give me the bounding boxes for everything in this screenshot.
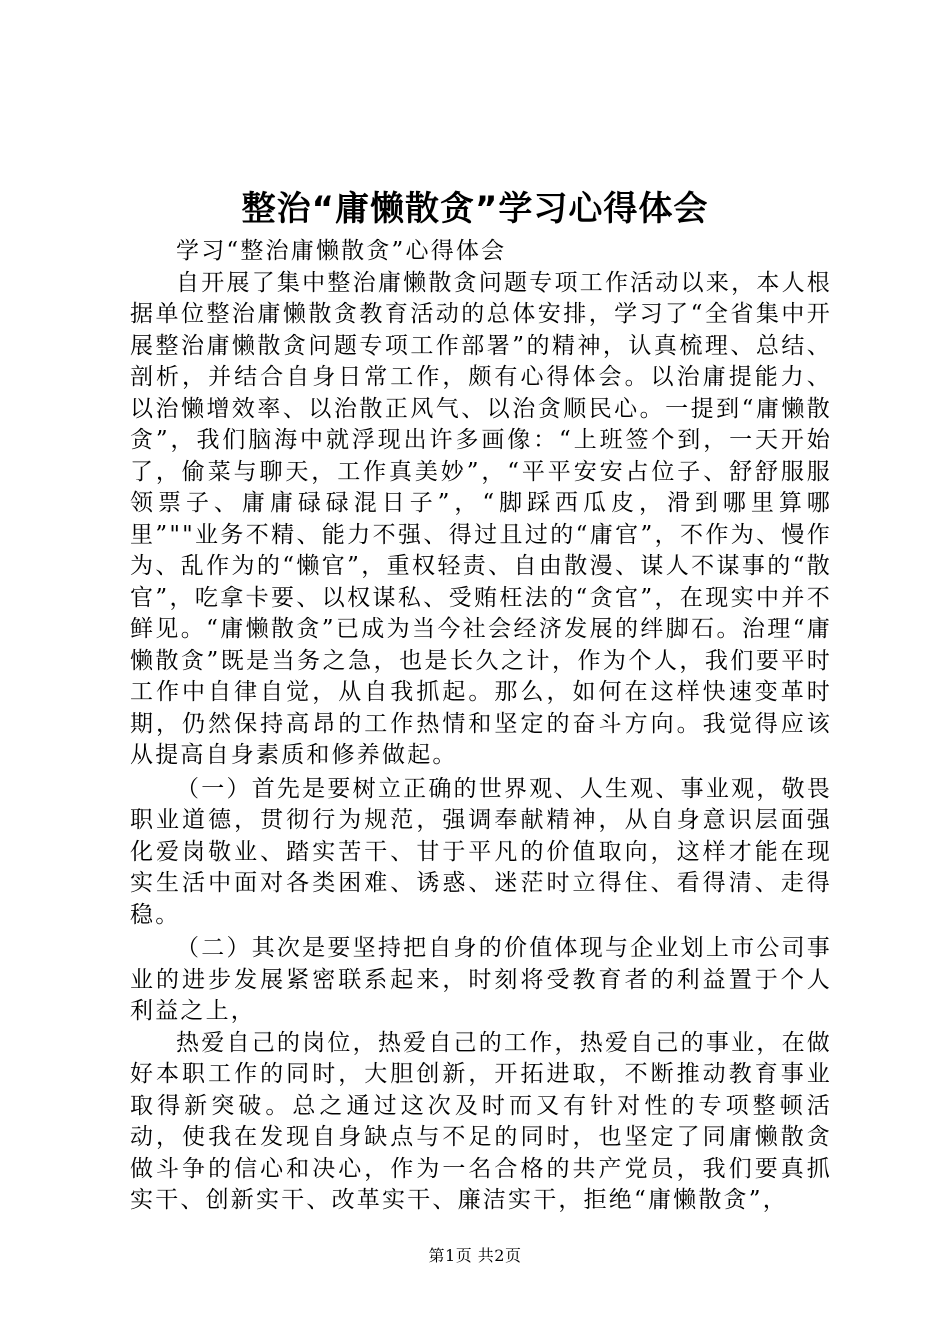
document-title: 整治“庸懒散贪”学习心得体会 (241, 189, 709, 229)
page-number-footer: 第1页 共2页 (428, 1246, 522, 1265)
document-subtitle: 学习“整治庸懒散贪”心得体会 (176, 238, 507, 264)
paragraph-conclusion: 热爱自己的岗位，热爱自己的工作，热爱自己的事业，在做好本职工作的同时，大胆创新，开拓进取，不断推动教育事业取得新突破。总之通过这次及时而又有针对性的专项整顿活动，使我在发现自身缺点与不足的同时，也坚定了同庸懒散贪做斗争的信心和决心，作为一名合格的共产党员，我们要真抓实干、创新实干、改革实干、廉洁实干，拒绝“庸懒散贪”， (130, 1029, 832, 1213)
paragraph-intro: 自开展了集中整治庸懒散贪问题专项工作活动以来，本人根据单位整治庸懒散贪教育活动的总体安排，学习了“全省集中开展整治庸懒散贪问题专项工作部署”的精神，认真梳理、总结、剖析，并结合自身日常工作，颇有心得体会。以治庸提能力、以治懒增效率、以治散正风气、以治贪顺民心。一提到“庸懒散贪”，我们脑海中就浮现出许多画像：“上班签个到，一天开始了，偷菜与聊天，工作真美妙”，“平平安安占位子、舒舒服服领票子、庸庸碌碌混日子”，“脚踩西瓜皮，滑到哪里算哪里”""业务不精、能力不强、得过且过的“庸官”，不作为、慢作为、乱作为的“懒官”，重权轻责、自由散漫、谋人不谋事的“散官”，吃拿卡要、以权谋私、受贿枉法的“贪官”，在现实中并不鲜见。“庸懒散贪”已成为当今社会经济发展的绊脚石。治理“庸懒散贪”既是当务之急，也是长久之计，作为个人，我们要平时工作中自律自觉，从自我抓起。那么，如何在这样快速变革时期，仍然保持高昂的工作热情和坚定的奋斗方向。我觉得应该从提高自身素质和修养做起。 (130, 269, 832, 768)
paragraph-point-two: （二）其次是要坚持把自身的价值体现与企业划上市公司事业的进步发展紧密联系起来，时刻将受教育者的利益置于个人利益之上， (130, 935, 832, 1024)
document-body (130, 236, 832, 1217)
paragraph-point-one: （一）首先是要树立正确的世界观、人生观、事业观，敬畏职业道德，贯彻行为规范，强调奉献精神，从自身意识层面强化爱岗敬业、踏实苦干、甘于平凡的价值取向，这样才能在现实生活中面对各类困难、诱惑、迷茫时立得住、看得清、走得稳。 (130, 775, 832, 928)
